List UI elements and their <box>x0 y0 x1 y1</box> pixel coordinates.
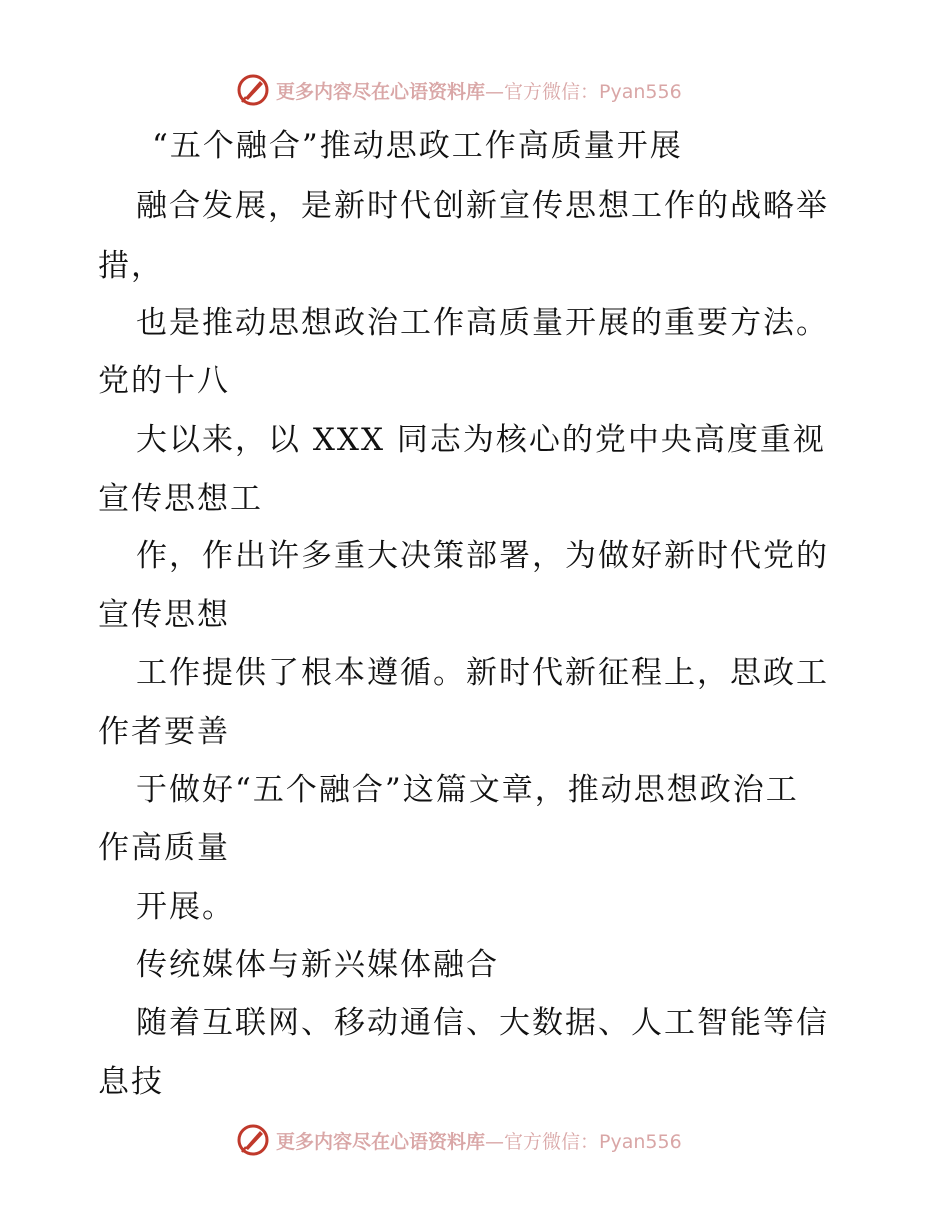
quill-logo-icon <box>236 1123 270 1157</box>
text-line: 作者要善 <box>98 714 230 750</box>
footer-watermark <box>236 1122 682 1158</box>
watermark-contact-text: —官方微信：Pyan556 <box>485 80 682 103</box>
text-line: 也是推动思想政治工作高质量开展的重要方法。 <box>136 305 829 341</box>
text-line: 融合发展，是新时代创新宣传思想工作的战略举 <box>136 188 829 224</box>
header-watermark <box>236 72 682 108</box>
quill-logo-icon <box>236 73 270 107</box>
text-line: 作高质量 <box>98 830 230 866</box>
text-line: 大以来，以 XXX 同志为核心的党中央高度重视 <box>136 422 826 458</box>
text-line: 开展。 <box>136 889 235 925</box>
section-heading: 传统媒体与新兴媒体融合 <box>136 947 499 983</box>
text-line: 于做好“五个融合”这篇文章，推动思想政治工 <box>136 772 799 808</box>
watermark-site-text: 更多内容尽在心语资料库 <box>276 1130 486 1153</box>
text-line: 作，作出许多重大决策部署，为做好新时代党的 <box>136 538 829 574</box>
text-line: 息技 <box>98 1064 164 1100</box>
text-line: 宣传思想工 <box>98 481 263 517</box>
text-line: 随着互联网、移动通信、大数据、人工智能等信 <box>136 1005 829 1041</box>
text-line: 工作提供了根本遵循。新时代新征程上，思政工 <box>136 655 829 691</box>
text-line: 宣传思想 <box>98 597 230 633</box>
watermark-site-text: 更多内容尽在心语资料库 <box>276 80 486 103</box>
text-line: 措， <box>98 248 164 284</box>
document-title: “五个融合”推动思政工作高质量开展 <box>152 128 683 164</box>
text-line: 党的十八 <box>98 363 230 399</box>
watermark-contact-text: —官方微信：Pyan556 <box>485 1130 682 1153</box>
